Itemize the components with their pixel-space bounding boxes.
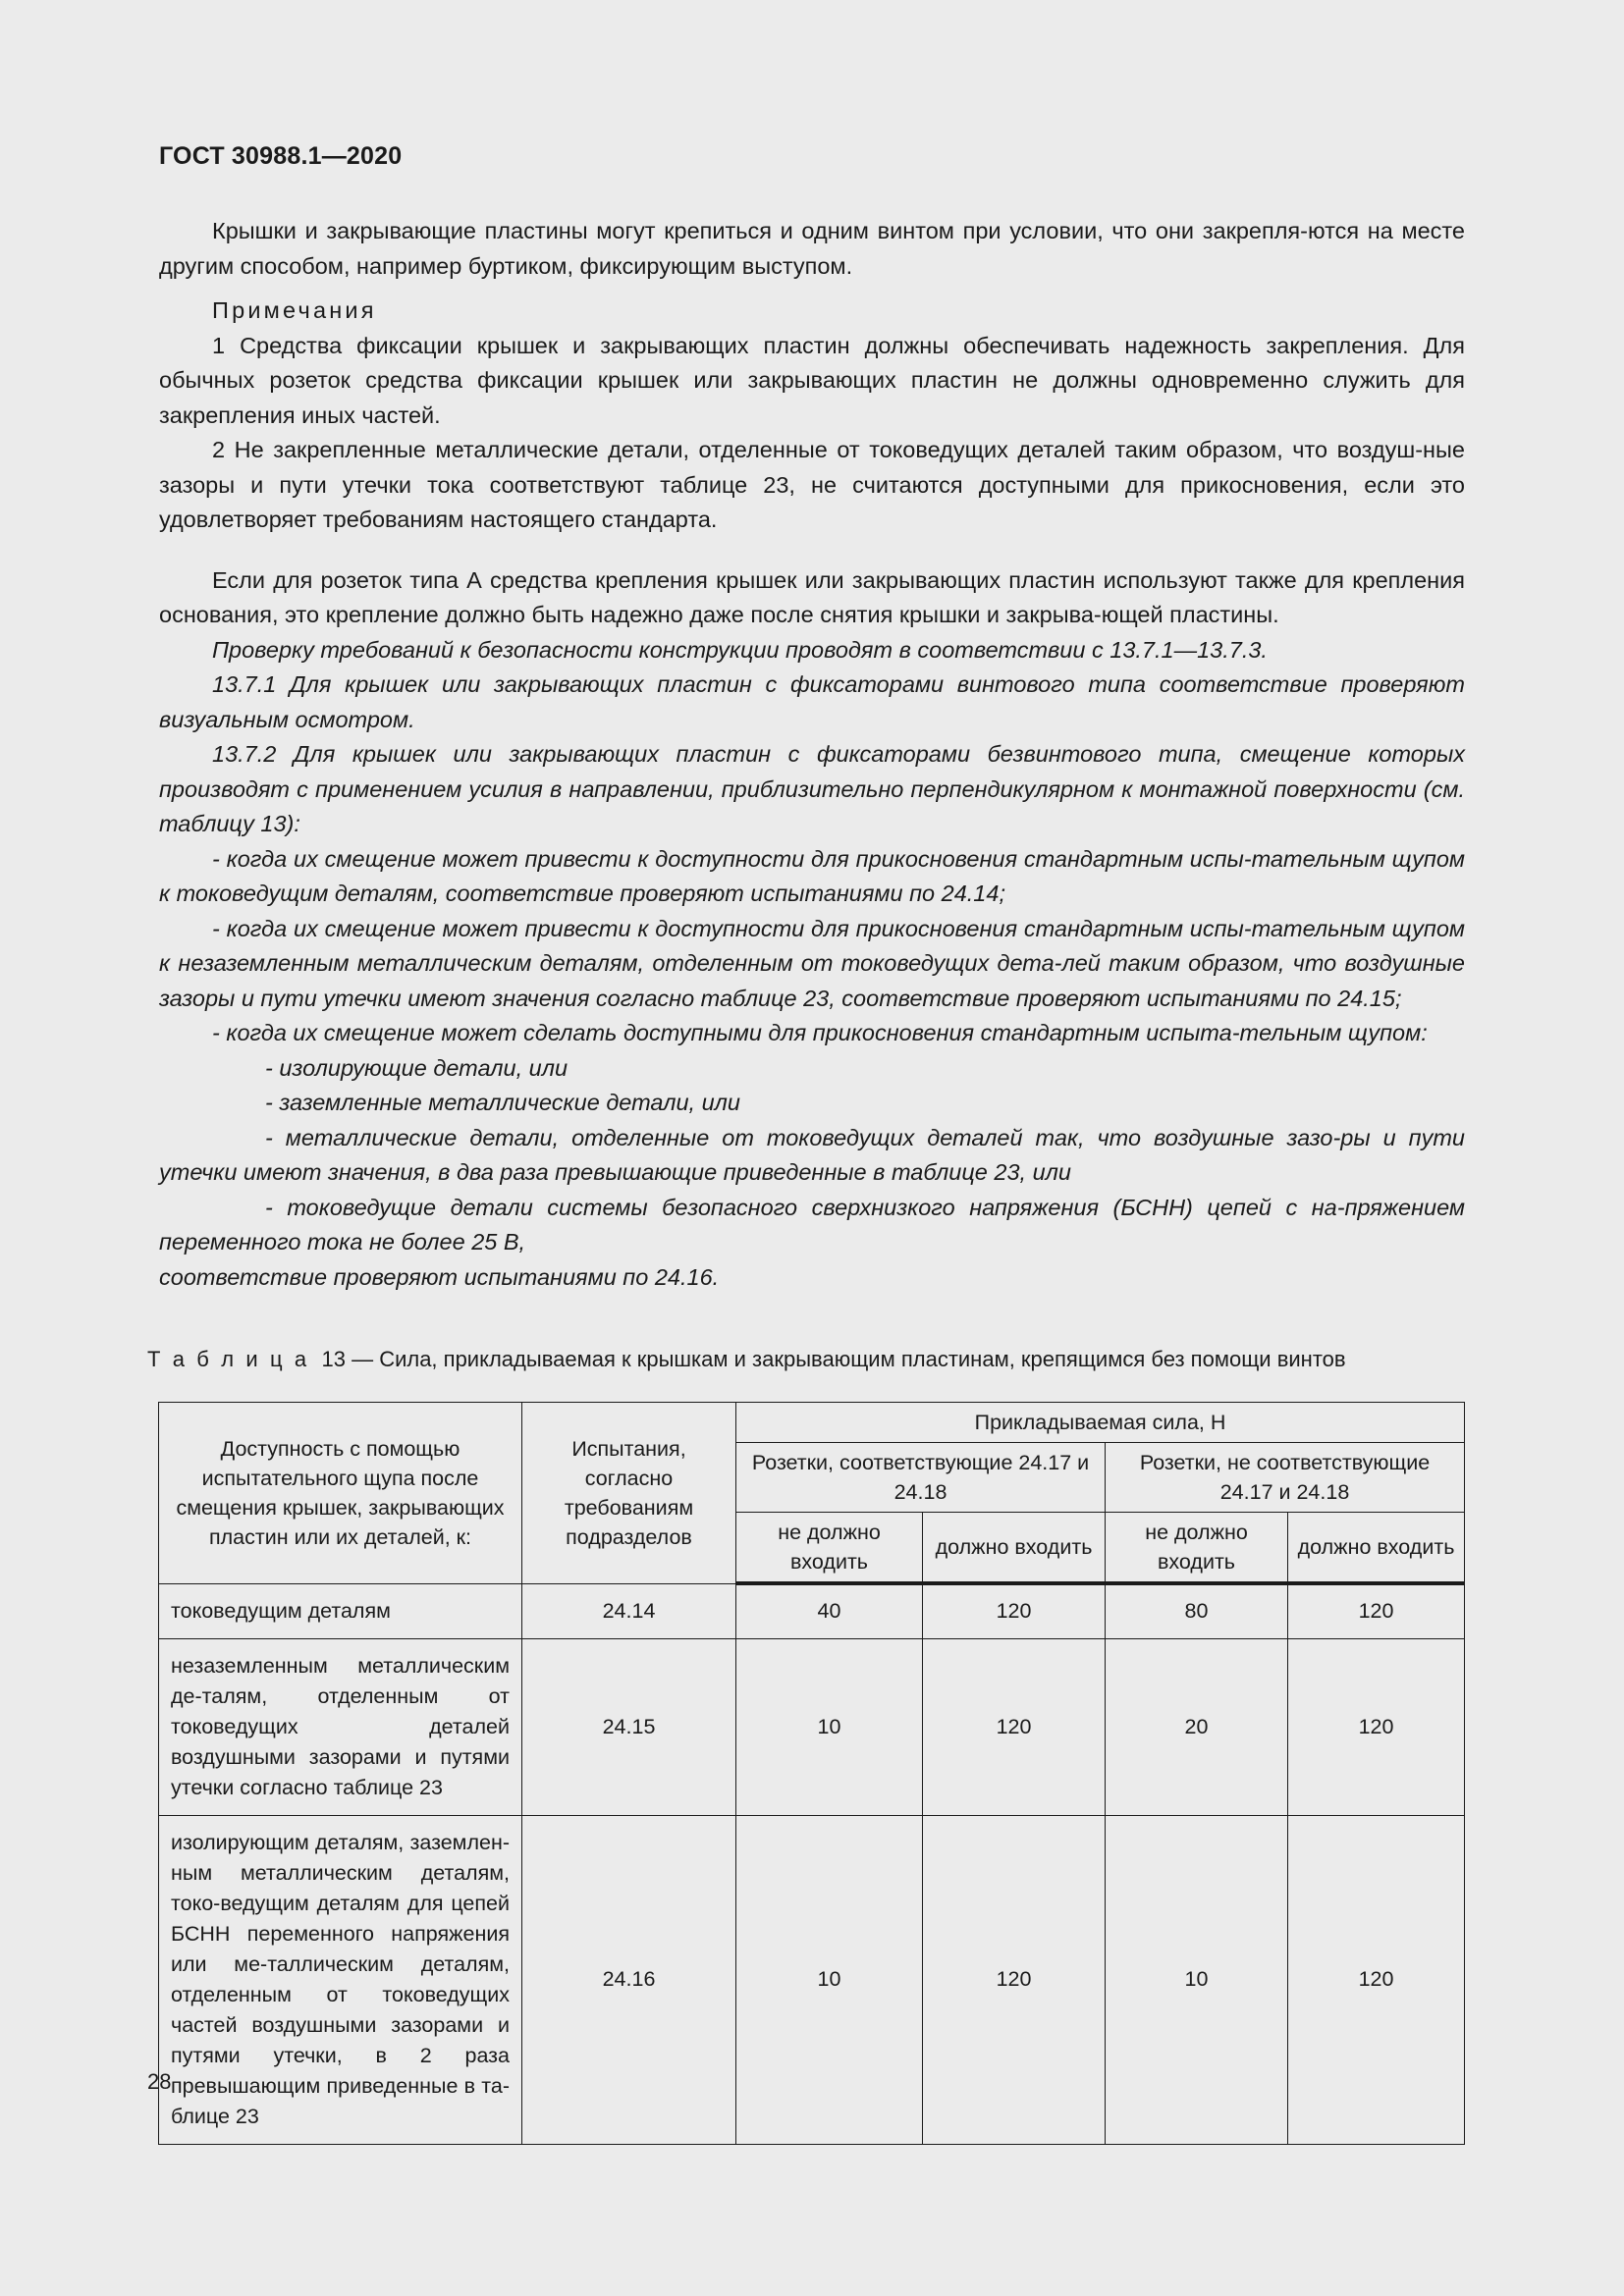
header-applied-force: Прикладываемая сила, Н xyxy=(736,1403,1465,1443)
cell-clause: 24.14 xyxy=(522,1583,736,1638)
table-caption-number: 13 xyxy=(321,1347,346,1371)
header-sub-b-not-enter: не должно входить xyxy=(1106,1513,1288,1584)
notes-heading: Примечания xyxy=(212,297,377,323)
paragraph-closing: соответствие проверяют испытаниями по 24.16. xyxy=(159,1263,720,1290)
list-item-subdash-2: - заземленные металлические детали, или xyxy=(265,1090,740,1115)
header-sub-b-enter: должно входить xyxy=(1288,1513,1465,1584)
cell-b-not-enter: 10 xyxy=(1106,1815,1288,2144)
cell-a-enter: 120 xyxy=(923,1815,1106,2144)
list-item-subdash-3: - металлические детали, отделенные от токоведущих деталей так, что воздушные зазо-ры и пути утечки имеют значения, в два раза превышающие приведенные в таблице 23, или xyxy=(159,1124,1465,1185)
cell-description: изолирующим деталям, заземлен-ным металлическим деталям, токо-ведущим деталям для цепей БСНН переменного напряжения или ме-таллическим деталям, отделенным от токоведущих частей воздушными зазорами и путями утечки, в 2 раза превышающим приведенные в та-блице 23 xyxy=(159,1815,522,2144)
table-caption-text: Сила, прикладываемая к крышкам и закрывающим пластинам, крепящимся без помощи винтов xyxy=(379,1347,1346,1371)
cell-a-enter: 120 xyxy=(923,1583,1106,1638)
cell-description: незаземленным металлическим де-талям, отделенным от токоведущих деталей воздушными зазорами и путями утечки согласно таблице 23 xyxy=(159,1638,522,1815)
list-item-subdash-1: - изолирующие детали, или xyxy=(265,1054,568,1081)
cell-a-not-enter: 10 xyxy=(736,1638,923,1815)
paragraph-verification: Проверку требований к безопасности конструкции проводят в соответствии с 13.7.1—13.7.3. xyxy=(212,636,1268,663)
paragraph-intro: Крышки и закрывающие пластины могут крепиться и одним винтом при условии, что они закрепля-ются на месте другим способом, например буртиком, фиксирующим выступом. xyxy=(159,218,1465,279)
list-item-subdash-4: - токоведущие детали системы безопасного сверхнизкого напряжения (БСНН) цепей с на-пряжением переменного тока не более 25 В, xyxy=(159,1194,1465,1255)
cell-a-not-enter: 10 xyxy=(736,1815,923,2144)
header-group-compliant: Розетки, соответствующие 24.17 и 24.18 xyxy=(736,1443,1106,1513)
header-sub-a-not-enter: не должно входить xyxy=(736,1513,923,1584)
header-group-noncompliant: Розетки, не соответствующие 24.17 и 24.18 xyxy=(1106,1443,1465,1513)
cell-a-enter: 120 xyxy=(923,1638,1106,1815)
note-1: 1 Средства фиксации крышек и закрывающих пластин должны обеспечивать надежность закрепления. Для обычных розеток средства фиксации крышек или закрывающих пластин не должны одновременно служить для закрепления иных частей. xyxy=(159,332,1465,428)
cell-description: токоведущим деталям xyxy=(159,1583,522,1638)
document-header: ГОСТ 30988.1—2020 xyxy=(159,142,403,170)
table-head-row-1 xyxy=(159,1403,1465,1443)
clause-13-7-2: 13.7.2 Для крышек или закрывающих пластин с фиксаторами безвинтового типа, смещение которых производят с применением усилия в направлении, приблизительно перпендикулярном к монтажной поверхности (см. таблицу 13): xyxy=(159,741,1465,836)
table-caption-word: Т а б л и ц а xyxy=(147,1347,310,1371)
table-row xyxy=(159,1583,1465,1638)
header-tests-clause: Испытания, согласно требованиям подразделов xyxy=(522,1403,736,1584)
cell-b-not-enter: 20 xyxy=(1106,1638,1288,1815)
cell-b-enter: 120 xyxy=(1288,1583,1465,1638)
table-13 xyxy=(158,1402,1465,2145)
list-item-dash-1: - когда их смещение может привести к доступности для прикосновения стандартным испы-тательным щупом к токоведущим деталям, соответствие проверяют испытаниями по 24.14; xyxy=(159,845,1465,906)
cell-b-not-enter: 80 xyxy=(1106,1583,1288,1638)
page-number: 28 xyxy=(147,2069,172,2094)
table-row xyxy=(159,1638,1465,1815)
header-accessibility: Доступность с помощью испытательного щупа после смещения крышек, закрывающих пластин или их деталей, к: xyxy=(159,1403,522,1584)
paragraph-type-a: Если для розеток типа А средства крепления крышек или закрывающих пластин используют также для крепления основания, это крепление должно быть надежно даже после снятия крышки и закрыва-ющей пластины. xyxy=(159,566,1465,627)
table-head xyxy=(159,1403,1465,1584)
table-body xyxy=(159,1583,1465,2144)
list-item-dash-3: - когда их смещение может сделать доступными для прикосновения стандартным испыта-тельным щупом: xyxy=(212,1020,1428,1045)
cell-b-enter: 120 xyxy=(1288,1638,1465,1815)
table-caption-dash: — xyxy=(352,1347,374,1371)
cell-clause: 24.16 xyxy=(522,1815,736,2144)
clause-13-7-1: 13.7.1 Для крышек или закрывающих пластин с фиксаторами винтового типа соответствие проверяют визуальным осмотром. xyxy=(159,671,1465,732)
list-item-dash-2: - когда их смещение может привести к доступности для прикосновения стандартным испы-тательным щупом к незаземленным металлическим деталям, отделенным от токоведущих дета-лей таким образом, что воздушные зазоры и пути утечки имеют значения согласно таблице 23, соответствие проверяют испытаниями по 24.15; xyxy=(159,915,1465,1011)
note-2: 2 Не закрепленные металлические детали, отделенные от токоведущих деталей таким образом, что воздуш-ные зазоры и пути утечки тока соответствуют таблице 23, не считаются доступными для прикосновения, если это удовлетворяет требованиям настоящего стандарта. xyxy=(159,437,1465,532)
document-body xyxy=(159,214,1465,1295)
table-row xyxy=(159,1815,1465,2144)
header-sub-a-enter: должно входить xyxy=(923,1513,1106,1584)
cell-b-enter: 120 xyxy=(1288,1815,1465,2144)
cell-clause: 24.15 xyxy=(522,1638,736,1815)
cell-a-not-enter: 40 xyxy=(736,1583,923,1638)
table-caption xyxy=(147,1347,1346,1372)
